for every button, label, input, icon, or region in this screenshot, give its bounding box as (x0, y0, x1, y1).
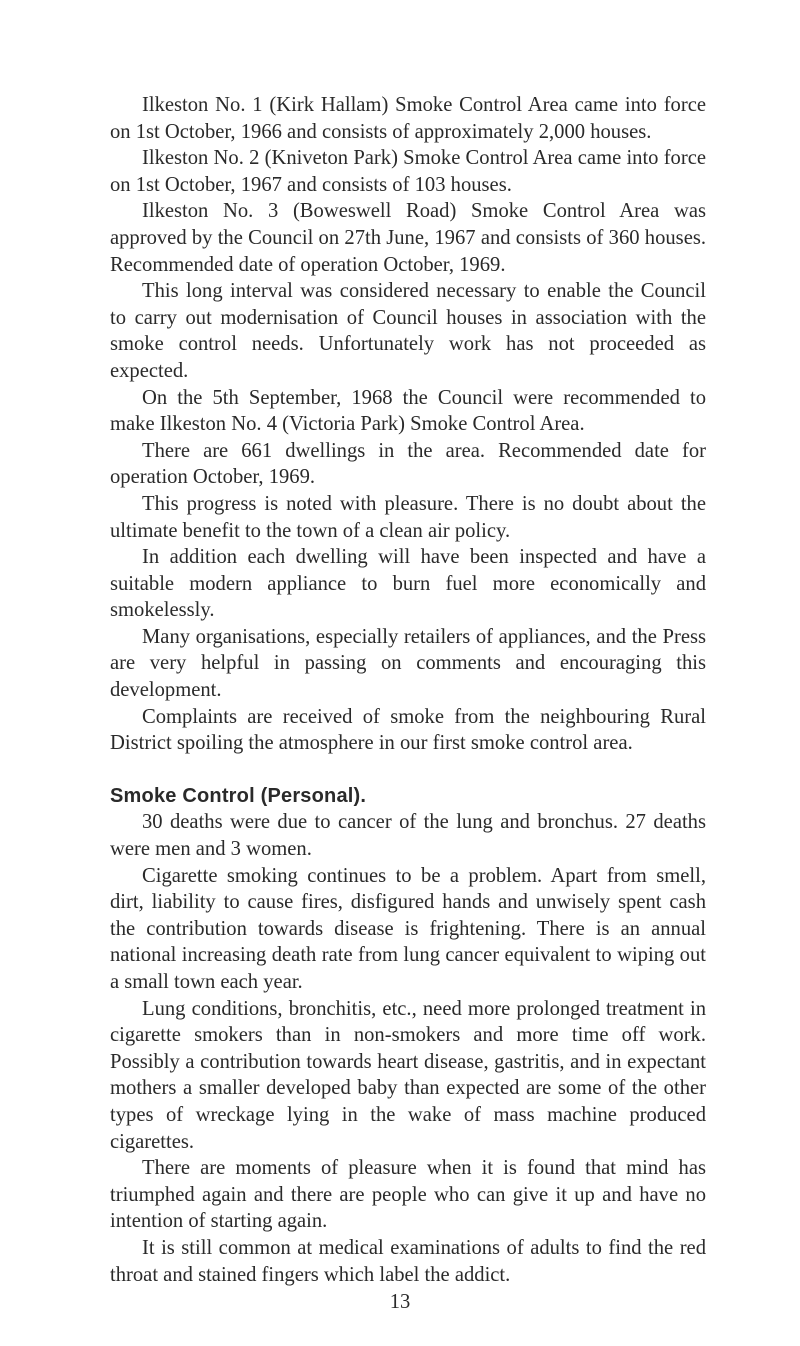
paragraph-ilkeston-no1: Ilkeston No. 1 (Kirk Hallam) Smoke Control Area came into force on 1st October, 1966 and consists of approximately 2,000 houses. (110, 94, 706, 143)
paragraph-lung-cancer-deaths: 30 deaths were due to cancer of the lung and bronchus. 27 deaths were men and 3 women. (110, 811, 706, 861)
paragraph-organisations: Many organisations, especially retailers of appliances, and the Press are very helpful in passing on comments and encouraging this development. (110, 625, 706, 702)
paragraph-lung-conditions: Lung conditions, bronchitis, etc., need more prolonged treatment in cigarette smokers than in non-smokers and more time off work. Possibly a contribution towards heart disease, gastritis, and in expectant mothers a smaller developed baby than expected are some of the other types of wreckage lying in the wake of mass machine produced cigarettes. (110, 997, 706, 1153)
document-body (110, 92, 706, 1288)
paragraph-dwellings: There are 661 dwellings in the area. Recommended date for operation October, 1969. (110, 439, 706, 489)
section-heading: Smoke Control (Personal). (110, 784, 367, 807)
page-number: 13 (389, 1291, 411, 1313)
paragraph-long-interval: This long interval was considered necessary to enable the Council to carry out modernisation of Council houses in association with the smoke control needs. Unfortunately work has not proceeded as expected. (110, 280, 706, 382)
paragraph-appliance: In addition each dwelling will have been inspected and have a suitable modern appliance to burn fuel more economically and smokelessly. (110, 546, 706, 622)
paragraph-medical-examinations: It is still common at medical examinations of adults to find the red throat and stained fingers which label the addict. (110, 1236, 706, 1286)
paragraph-moments-of-pleasure: There are moments of pleasure when it is found that mind has triumphed again and there are people who can give it up and have no intention of starting again. (110, 1157, 706, 1233)
paragraph-cigarette-smoking: Cigarette smoking continues to be a problem. Apart from smell, dirt, liability to cause fires, disfigured hands and unwisely spent cash the contribution towards disease is frightening. There is an annual national increasing death rate from lung cancer equivalent to wiping out a small town each year. (110, 864, 706, 993)
paragraph-ilkeston-no3: Ilkeston No. 3 (Boweswell Road) Smoke Control Area was approved by the Council on 27th June, 1967 and consists of 360 houses. Recommended date of operation October, 1969. (110, 200, 706, 276)
paragraph-ilkeston-no4: On the 5th September, 1968 the Council were recommended to make Ilkeston No. 4 (Victoria Park) Smoke Control Area. (110, 386, 706, 436)
paragraph-complaints: Complaints are received of smoke from the neighbouring Rural District spoiling the atmosphere in our first smoke control area. (110, 705, 706, 755)
paragraph-ilkeston-no2: Ilkeston No. 2 (Kniveton Park) Smoke Control Area came into force on 1st October, 1967 and consists of 103 houses. (110, 147, 706, 196)
paragraph-progress: This progress is noted with pleasure. There is no doubt about the ultimate benefit to the town of a clean air policy. (110, 492, 706, 542)
